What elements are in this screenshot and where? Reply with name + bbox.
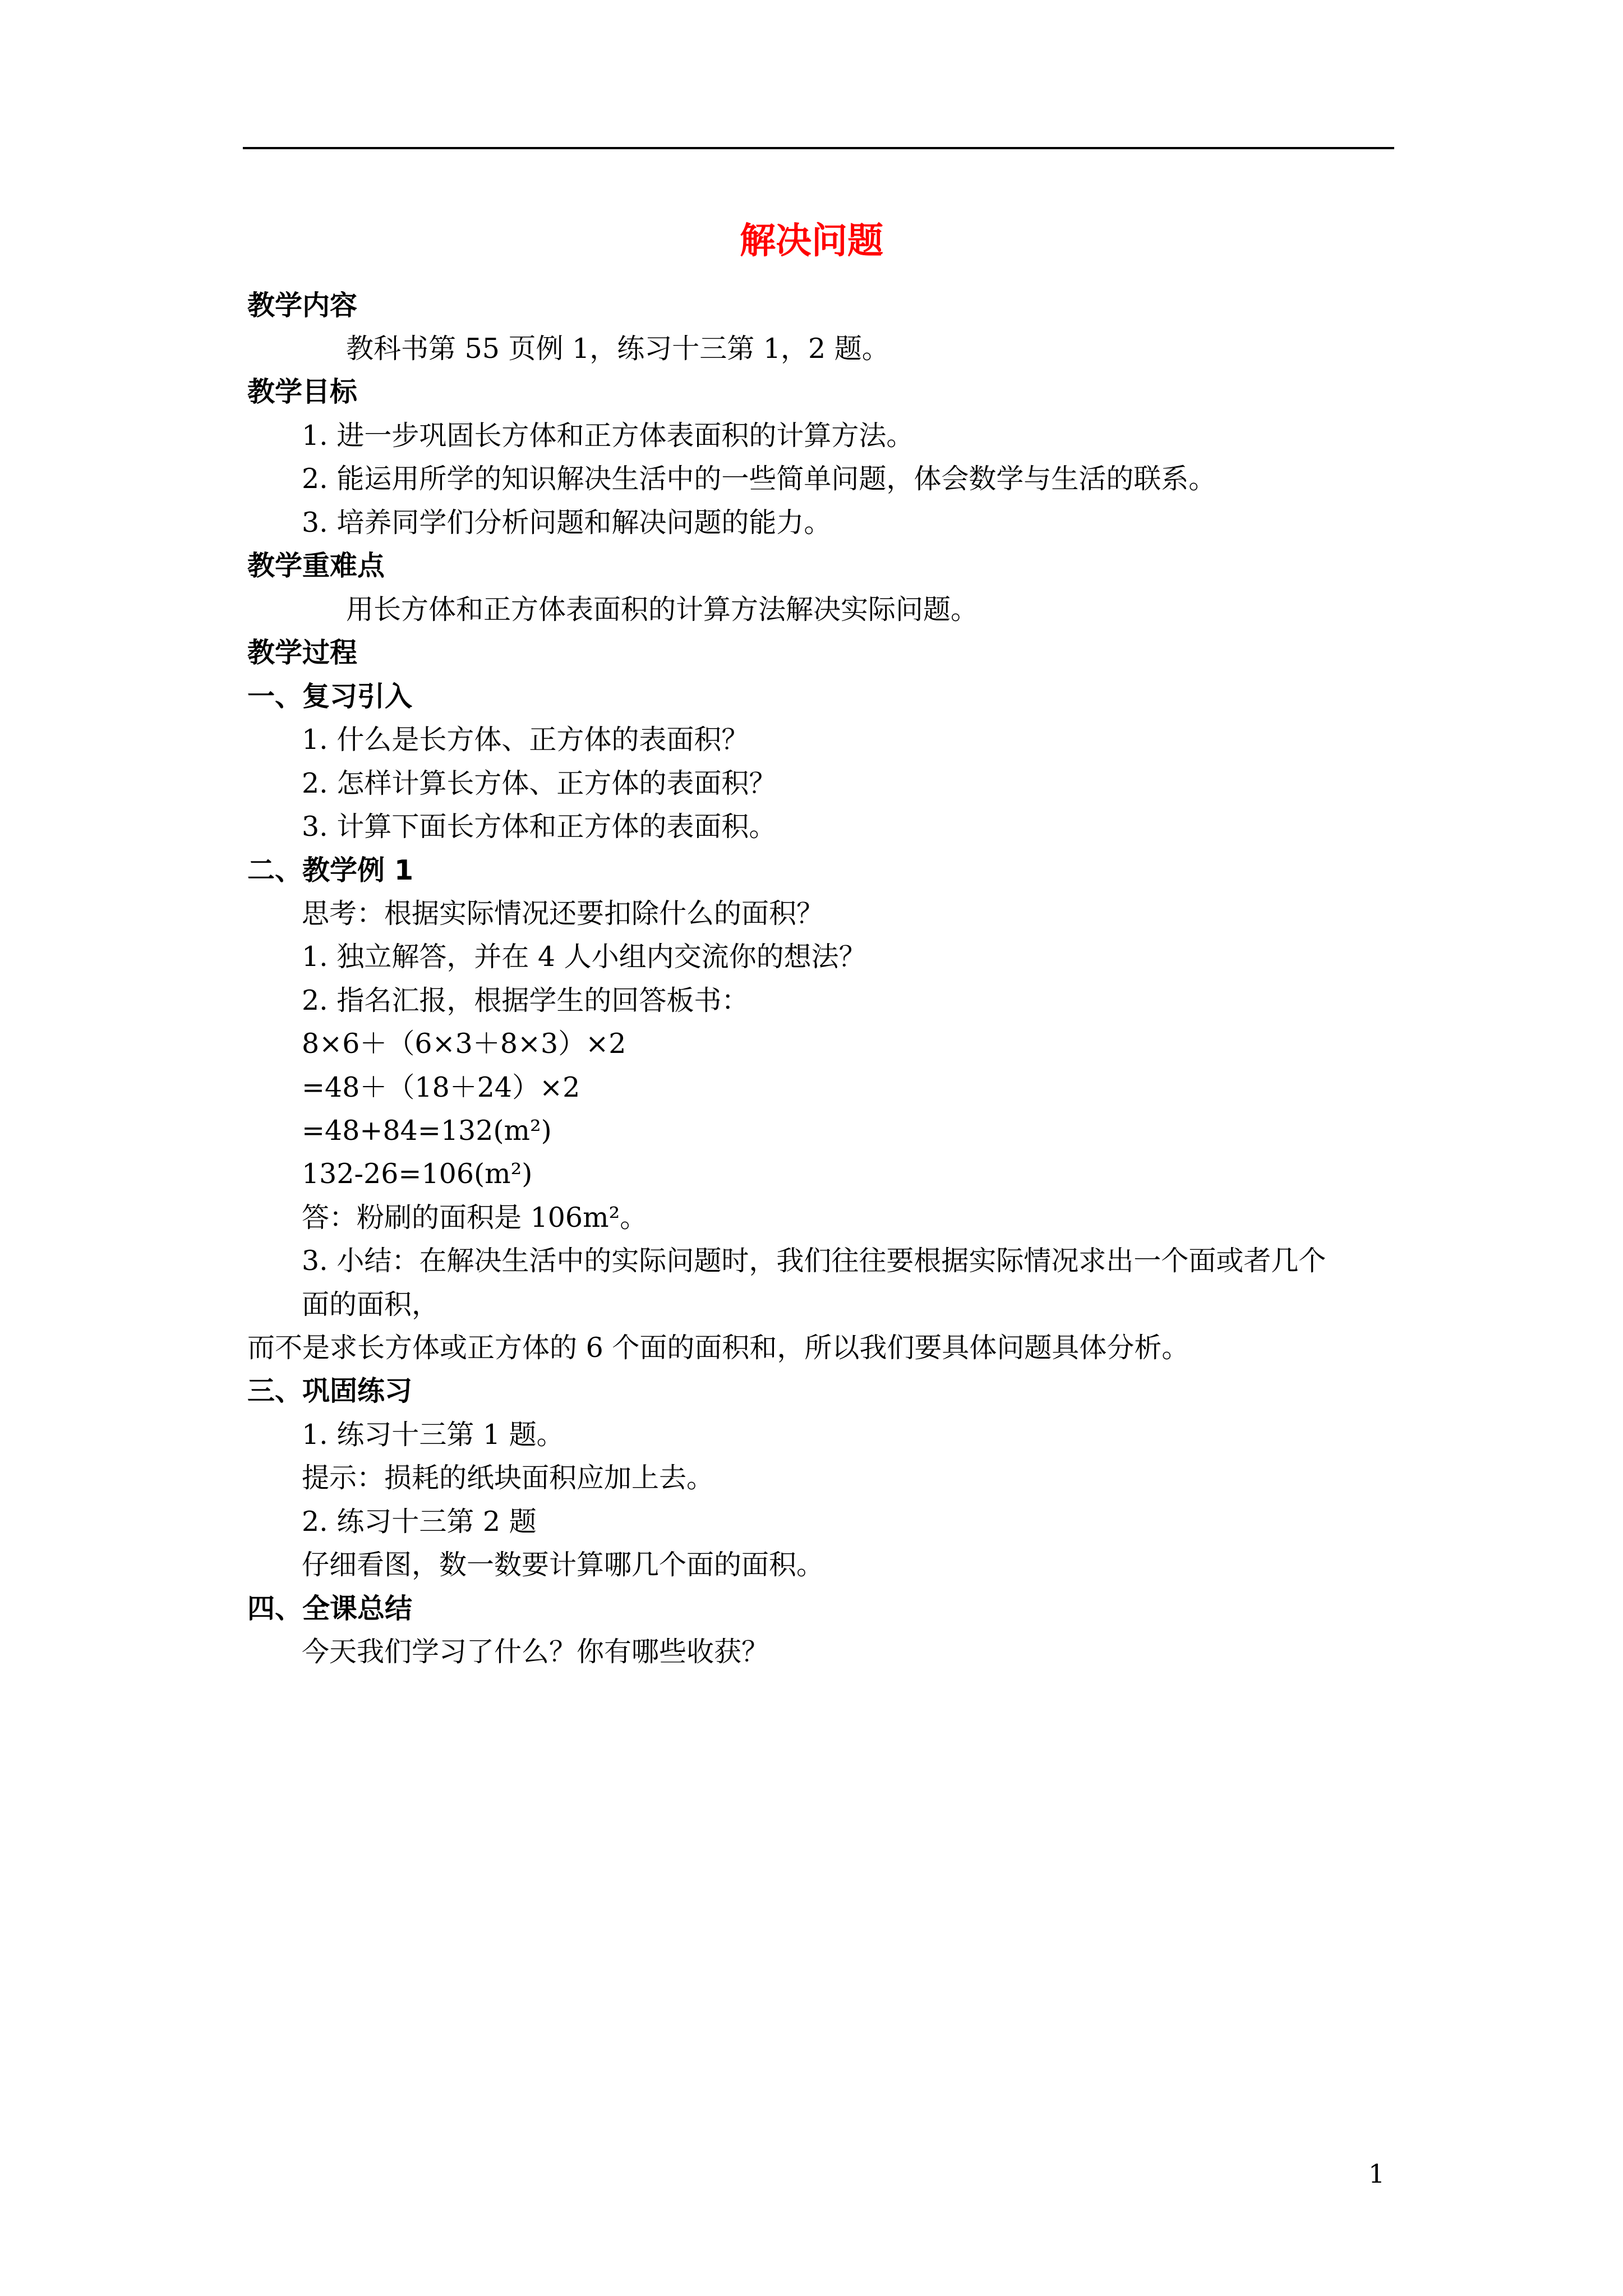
section-heading: 四、全课总结 xyxy=(247,1593,413,1625)
body-line: 思考：根据实际情况还要扣除什么的面积？ xyxy=(302,898,824,930)
body-line: =48＋（18＋24）×2 xyxy=(302,1071,580,1103)
section-heading: 二、教学例 1 xyxy=(247,854,414,886)
body-line: 面的面积， xyxy=(302,1289,440,1320)
body-line: 2. 练习十三第 2 题 xyxy=(302,1506,537,1538)
body-line: 2. 能运用所学的知识解决生活中的一些简单问题，体会数学与生活的联系。 xyxy=(302,463,1216,495)
body-line: 3. 小结：在解决生活中的实际问题时，我们往往要根据实际情况求出一个面或者几个 xyxy=(302,1245,1326,1277)
body-line: 答：粉刷的面积是 106m²。 xyxy=(302,1202,648,1234)
section-heading: 教学重难点 xyxy=(247,550,385,582)
body-line: 仔细看图，数一数要计算哪几个面的面积。 xyxy=(302,1549,824,1581)
body-line: 用长方体和正方体表面积的计算方法解决实际问题。 xyxy=(346,593,979,625)
section-heading: 教学过程 xyxy=(247,637,358,669)
body-line: =48+84=132(m²) xyxy=(302,1115,552,1147)
body-line: 8×6＋（6×3＋8×3）×2 xyxy=(302,1028,626,1060)
body-line: 而不是求长方体或正方体的 6 个面的面积和，所以我们要具体问题具体分析。 xyxy=(247,1332,1189,1364)
body-line: 提示：损耗的纸块面积应加上去。 xyxy=(302,1462,714,1494)
body-line: 1. 练习十三第 1 题。 xyxy=(302,1419,564,1451)
body-line: 1. 什么是长方体、正方体的表面积？ xyxy=(302,724,749,756)
body-line: 今天我们学习了什么？你有哪些收获？ xyxy=(302,1636,769,1668)
body-line: 2. 指名汇报，根据学生的回答板书： xyxy=(302,984,749,1016)
section-heading: 教学目标 xyxy=(247,376,358,408)
body-line: 1. 进一步巩固长方体和正方体表面积的计算方法。 xyxy=(302,420,914,452)
body-line: 2. 怎样计算长方体、正方体的表面积？ xyxy=(302,767,777,799)
section-heading: 教学内容 xyxy=(247,289,358,321)
section-heading: 三、巩固练习 xyxy=(247,1375,413,1407)
body-line: 132-26=106(m²) xyxy=(302,1158,533,1190)
body-line: 教科书第 55 页例 1，练习十三第 1，2 题。 xyxy=(346,333,889,365)
section-heading: 一、复习引入 xyxy=(247,680,413,712)
document-title: 解决问题 xyxy=(740,220,883,262)
body-line: 3. 计算下面长方体和正方体的表面积。 xyxy=(302,811,777,843)
header-rule xyxy=(243,147,1394,149)
body-line: 3. 培养同学们分析问题和解决问题的能力。 xyxy=(302,507,832,539)
page-number: 1 xyxy=(1368,2159,1385,2189)
body-line: 1. 独立解答，并在 4 人小组内交流你的想法？ xyxy=(302,941,866,973)
